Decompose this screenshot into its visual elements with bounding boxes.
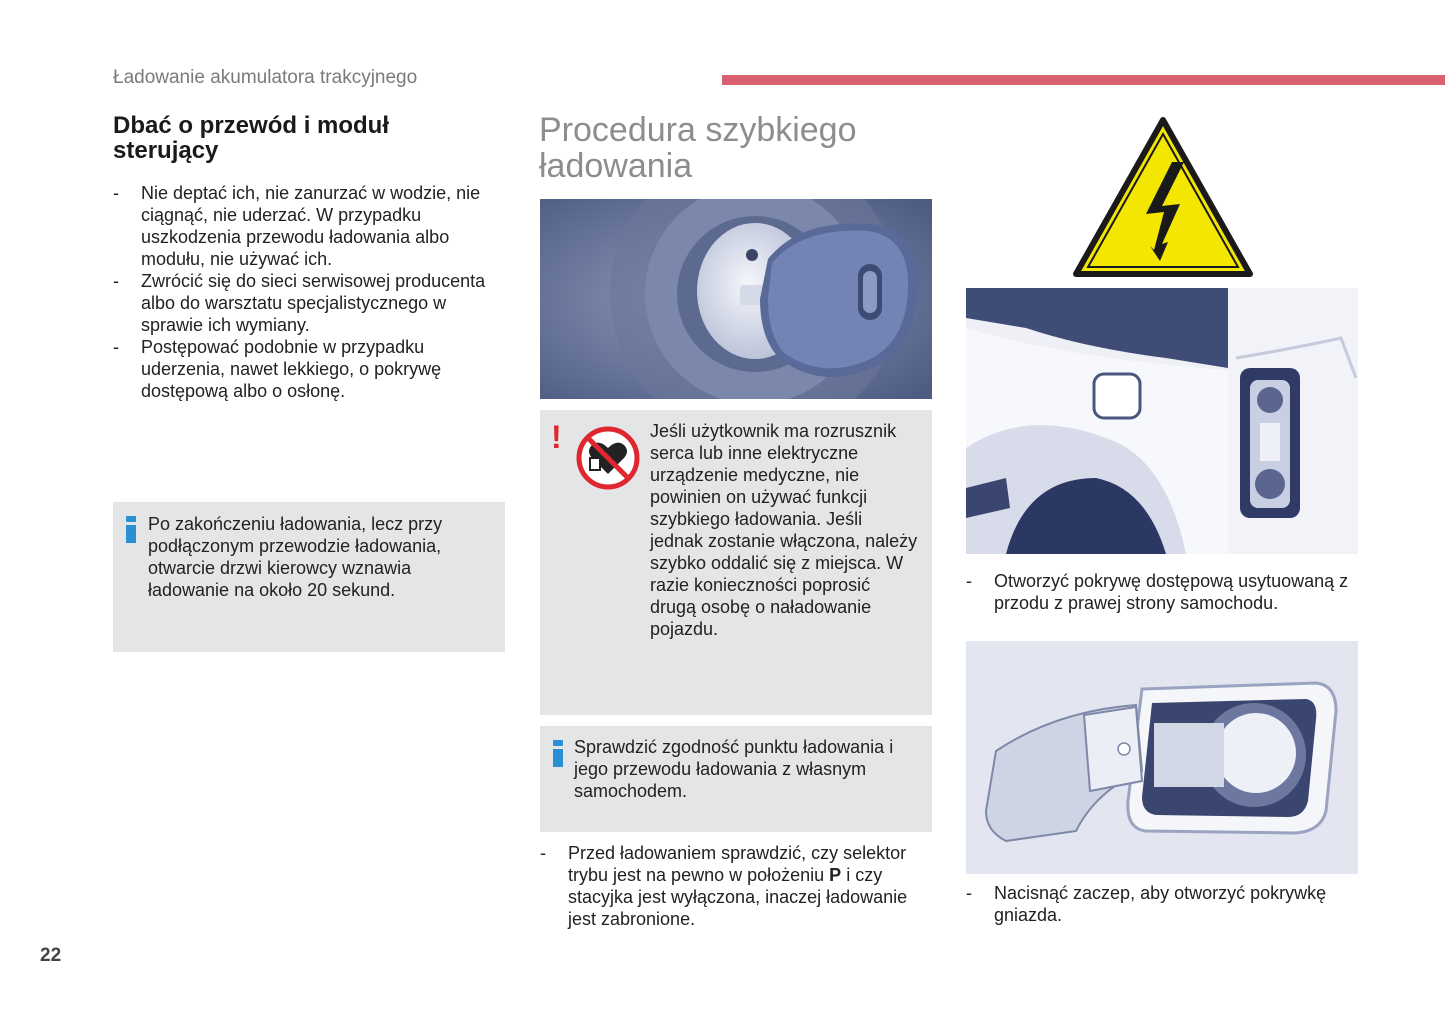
running-header: Ładowanie akumulatora trakcyjnego [113,67,418,88]
high-voltage-warning-icon [1072,116,1254,280]
info-text: Sprawdzić zgodność punktu ładowania i jego przewodu ładowania z własnym samochodem. [574,737,894,801]
header-accent-bar [722,75,1445,85]
car-side-charging-flap-illustration [966,288,1358,554]
info-text: Po zakończeniu ładowania, lecz przy podłączonym przewodzie ładowania, otwarcie drzwi kierowcy wznawia ładowanie na około 20 sekund. [148,514,443,600]
socket-cover-illustration [966,641,1358,874]
info-box-charging-resume [113,502,505,652]
list-item: - Otworzyć pokrywę dostępową usytuowaną z przodu z prawej strony samochodu. [966,570,1358,614]
procedure-title: Procedura szybkiego ładowania [539,111,857,185]
warning-exclamation: ! [551,419,562,455]
section-title: Dbać o przewód i moduł sterujący [113,112,390,164]
care-bullet-list [113,182,508,402]
list-item: - Postępować podobnie w przypadku uderzenia, nawet lekkiego, o pokrywę dostępową albo o osłonę. [113,336,508,402]
step-list-open-flap [966,570,1358,614]
list-item: - Nacisnąć zaczep, aby otworzyć pokrywkę gniazda. [966,882,1358,926]
no-pacemaker-icon [576,426,640,490]
step-list-open-socket [966,882,1358,926]
list-item: - Zwrócić się do sieci serwisowej producenta albo do warsztatu specjalistycznego w sprawie ich wymiany. [113,270,508,336]
warning-text: Jeśli użytkownik ma rozrusznik serca lub inne elektryczne urządzenie medyczne, nie powinien on używać funkcji szybkiego ładowania. Jeśli jednak zostanie włączona, należy szybko oddalić się z miejsca. W razie konieczności poprosić drugą osobę o naładowanie pojazdu. [650,421,918,639]
list-item: - Przed ładowaniem sprawdzić, czy selektor trybu jest na pewno w położeniu P i czy stacyjka jest wyłączona, inaczej ładowanie jest zabronione. [540,842,932,930]
list-item: - Nie deptać ich, nie zanurzać w wodzie, nie ciągnąć, nie uderzać. W przypadku uszkodzenia przewodu ładowania albo modułu, nie używać ich. [113,182,508,270]
key-ignition-illustration [540,199,932,399]
warning-box-pacemaker [540,410,932,715]
page-number: 22 [40,945,62,966]
info-box-compatibility [540,726,932,832]
procedure-step-list [540,842,932,930]
